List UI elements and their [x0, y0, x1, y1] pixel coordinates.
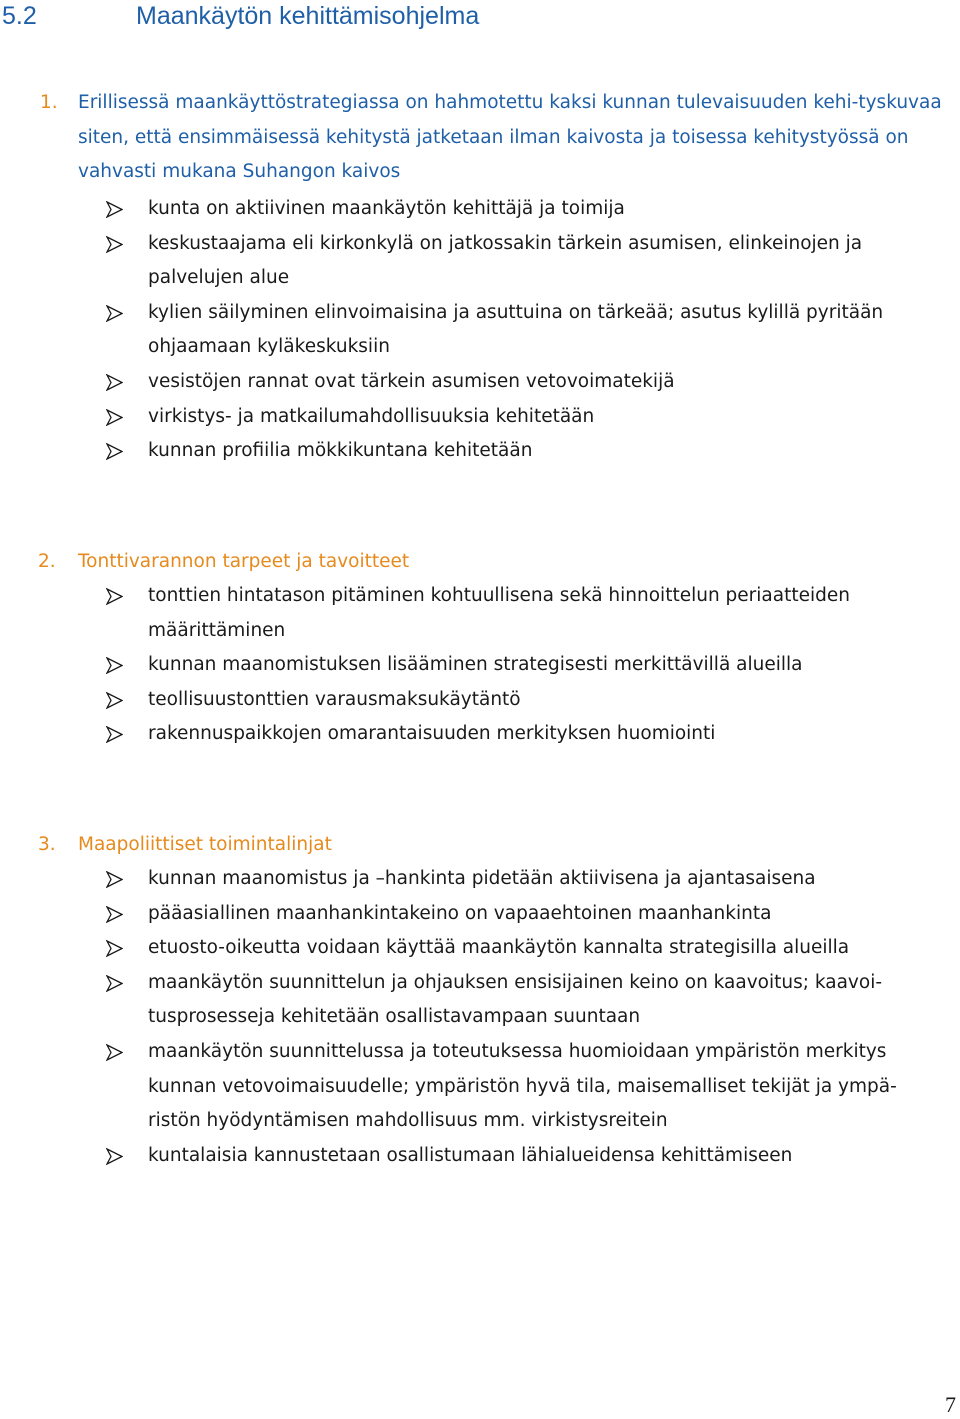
- list-item-text: keskustaajama eli kirkonkylä on jatkossakin tärkein asumisen, elinkeinojen ja palvelujen alue: [148, 232, 863, 289]
- list-item-text: maankäytön suunnittelussa ja toteutuksessa huomioidaan ympäristön merkitys kunnan vetovoimaisuudelle; ympäristön hyvä tila, maisemalliset tekijät ja ympä-ristön hyödyntämisen mahdollisuus mm. virkistysreitein: [148, 1040, 897, 1132]
- list-item: [0, 400, 960, 435]
- section-3-number: 3.: [38, 834, 56, 855]
- list-item: [0, 365, 960, 400]
- section-2-list: [0, 579, 960, 752]
- section-1-number: 1.: [40, 92, 58, 113]
- arrow-bullet-icon: [106, 1148, 123, 1165]
- list-item: [0, 1035, 960, 1139]
- list-item: [0, 192, 960, 227]
- list-item-text: kunnan maanomistuksen lisääminen strategisesti merkittävillä alueilla: [148, 654, 803, 676]
- list-item: [0, 717, 960, 752]
- list-item: [0, 683, 960, 718]
- arrow-bullet-icon: [106, 305, 123, 322]
- list-item-text: kylien säilyminen elinvoimaisina ja asuttuina on tärkeää; asutus kylillä pyritään ohjaamaan kyläkeskuksiin: [148, 301, 884, 358]
- list-item-text: rakennuspaikkojen omarantaisuuden merkityksen huomiointi: [148, 723, 716, 745]
- list-item: [0, 931, 960, 966]
- list-item: [0, 227, 960, 296]
- list-item-text: kunnan profiilia mökkikuntana kehitetään: [148, 440, 533, 462]
- list-item: [0, 862, 960, 897]
- list-item-text: virkistys- ja matkailumahdollisuuksia kehitetään: [148, 405, 595, 427]
- list-item: [0, 966, 960, 1035]
- list-item-text: maankäytön suunnittelun ja ohjauksen ensisijainen keino on kaavoitus; kaavoi-tusprosesseja kehitetään osallistavampaan suuntaan: [148, 971, 883, 1028]
- section-1-list: [0, 192, 960, 469]
- arrow-bullet-icon: [106, 409, 123, 426]
- arrow-bullet-icon: [106, 1044, 123, 1061]
- arrow-bullet-icon: [106, 975, 123, 992]
- section-2-title: [38, 545, 410, 579]
- list-item-text: tonttien hintatason pitäminen kohtuullisena sekä hinnoittelun periaatteiden määrittäminen: [148, 585, 850, 641]
- section-1-intro: [40, 86, 958, 190]
- arrow-bullet-icon: [106, 201, 123, 218]
- list-item: [0, 897, 960, 932]
- list-item: [0, 579, 960, 648]
- list-item-text: kunnan maanomistus ja –hankinta pidetään aktiivisena ja ajantasaisena: [148, 868, 816, 889]
- arrow-bullet-icon: [106, 906, 123, 923]
- list-item-text: vesistöjen rannat ovat tärkein asumisen vetovoimatekijä: [148, 370, 675, 392]
- section-3-title-text: Maapoliittiset toimintalinjat: [78, 834, 332, 855]
- arrow-bullet-icon: [106, 940, 123, 957]
- section-2-title-text: Tonttivarannon tarpeet ja tavoitteet: [78, 551, 410, 572]
- section-2-number: 2.: [38, 551, 56, 572]
- section-1-intro-text: Erillisessä maankäyttöstrategiassa on hahmotettu kaksi kunnan tulevaisuuden kehi-tyskuvaa siten, että ensimmäisessä kehitystä jatketaan ilman kaivosta ja toisessa kehitystyössä on vahvasti mukana Suhangon kaivos: [78, 92, 942, 182]
- page-number: 7: [945, 1392, 956, 1417]
- list-item-text: pääasiallinen maanhankintakeino on vapaaehtoinen maanhankinta: [148, 902, 772, 924]
- arrow-bullet-icon: [106, 871, 123, 888]
- section-3-title: [38, 828, 332, 862]
- arrow-bullet-icon: [106, 236, 123, 253]
- arrow-bullet-icon: [106, 374, 123, 391]
- list-item: [0, 434, 960, 469]
- heading-title: Maankäytön kehittämisohjelma: [136, 2, 480, 30]
- list-item-text: etuosto-oikeutta voidaan käyttää maankäytön kannalta strategisilla alueilla: [148, 937, 850, 959]
- arrow-bullet-icon: [106, 657, 123, 674]
- arrow-bullet-icon: [106, 443, 123, 460]
- arrow-bullet-icon: [106, 692, 123, 709]
- list-item-text: teollisuustonttien varausmaksukäytäntö: [148, 688, 521, 710]
- page-heading: [0, 2, 479, 31]
- list-item-text: kunta on aktiivinen maankäytön kehittäjä ja toimija: [148, 198, 625, 219]
- arrow-bullet-icon: [106, 726, 123, 743]
- arrow-bullet-icon: [106, 588, 123, 605]
- list-item: [0, 648, 960, 683]
- list-item-text: kuntalaisia kannustetaan osallistumaan lähialueidensa kehittämiseen: [148, 1144, 793, 1166]
- section-3-list: [0, 862, 960, 1173]
- heading-number: 5.2: [2, 2, 37, 30]
- list-item: [0, 296, 960, 365]
- list-item: [0, 1139, 960, 1174]
